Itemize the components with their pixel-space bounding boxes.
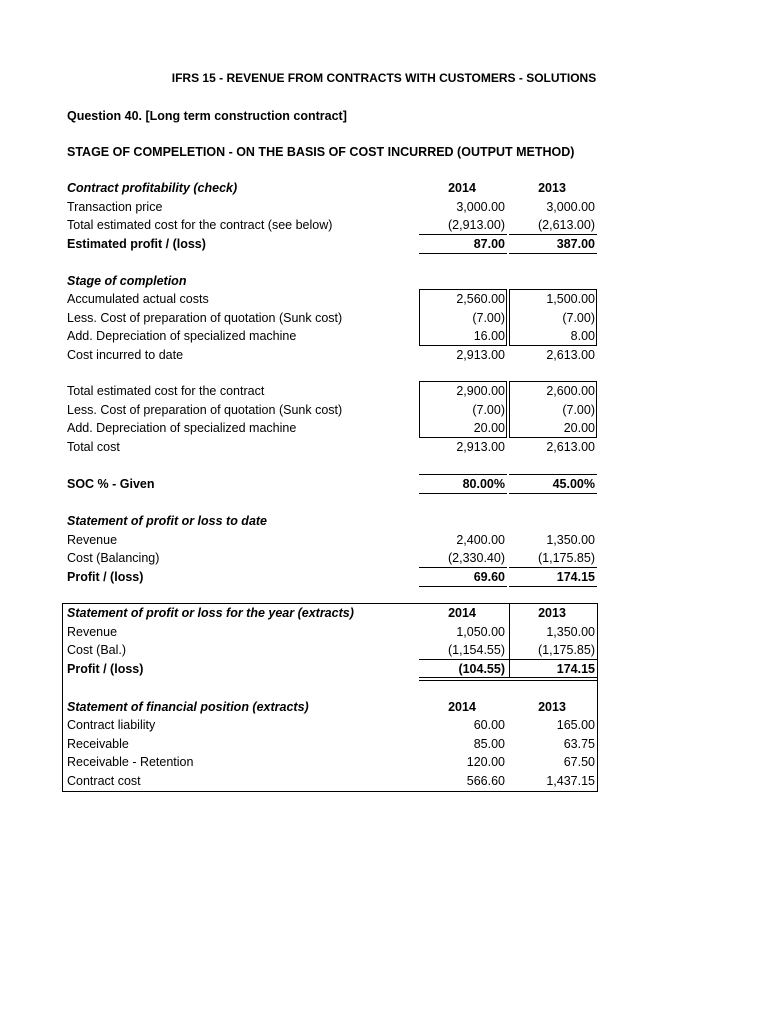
value-2013: 3,000.00 xyxy=(546,200,595,214)
value-2014: 1,050.00 xyxy=(456,625,505,639)
question-heading: Question 40. [Long term construction contract] xyxy=(67,109,347,123)
value-2013: 1,437.15 xyxy=(546,774,595,788)
value-2013: 165.00 xyxy=(556,718,595,732)
value-2013: 174.15 xyxy=(556,662,595,676)
value-2013: (1,175.85) xyxy=(538,643,595,657)
row-label: Receivable - Retention xyxy=(67,755,194,769)
value-2014: 566.60 xyxy=(466,774,505,788)
value-2014: 60.00 xyxy=(473,718,505,732)
value-2014: 16.00 xyxy=(473,329,505,343)
divider xyxy=(509,586,597,587)
divider xyxy=(419,586,507,587)
row-label: Total cost xyxy=(67,440,120,454)
profitability-header-row xyxy=(67,179,599,197)
stage-box-2014 xyxy=(419,289,507,346)
pl-to-date-heading-row xyxy=(67,512,599,530)
stage-heading-row xyxy=(67,272,599,290)
divider xyxy=(509,234,597,235)
value-2013: (7.00) xyxy=(562,311,595,325)
table-row xyxy=(67,753,599,771)
value-2014: 2,913.00 xyxy=(456,348,505,362)
divider xyxy=(419,677,597,678)
value-2013: 20.00 xyxy=(563,421,595,435)
row-label: Profit / (loss) xyxy=(67,662,144,676)
value-2013: 67.50 xyxy=(563,755,595,769)
sofp-header-row xyxy=(67,698,599,716)
value-2013: (1,175.85) xyxy=(538,551,595,565)
value-2014: 2,400.00 xyxy=(456,533,505,547)
row-label: Add. Depreciation of specialized machine xyxy=(67,329,297,343)
value-2013: 387.00 xyxy=(556,237,595,251)
value-2014: 2,560.00 xyxy=(456,292,505,306)
divider xyxy=(509,567,597,568)
value-2014: (2,330.40) xyxy=(448,551,505,565)
table-row xyxy=(67,641,599,659)
table-row xyxy=(67,660,599,678)
document-title: IFRS 15 - REVENUE FROM CONTRACTS WITH CUSTOMERS - SOLUTIONS xyxy=(171,71,597,85)
table-row xyxy=(67,623,599,641)
row-label: Cost (Bal.) xyxy=(67,643,127,657)
row-label: Contract cost xyxy=(67,774,141,788)
value-2014: 20.00 xyxy=(473,421,505,435)
value-2013: 1,500.00 xyxy=(546,292,595,306)
row-label: Cost incurred to date xyxy=(67,348,184,362)
row-label: Revenue xyxy=(67,625,118,639)
value-2013: (7.00) xyxy=(562,403,595,417)
col-2013-label: 2013 xyxy=(538,181,566,195)
divider xyxy=(419,493,507,494)
table-row xyxy=(67,568,599,586)
value-2013: (2,613.00) xyxy=(538,218,595,232)
value-2013: 1,350.00 xyxy=(546,625,595,639)
row-label: Receivable xyxy=(67,737,129,751)
pl-year-heading: Statement of profit or loss for the year (extracts) xyxy=(67,606,354,620)
table-row xyxy=(67,735,599,753)
table-row xyxy=(67,549,599,567)
row-label: Revenue xyxy=(67,533,118,547)
stage-box-2013 xyxy=(509,289,597,346)
table-row xyxy=(67,235,599,253)
table-row xyxy=(67,531,599,549)
pl-year-header-row xyxy=(67,604,599,622)
stage-subheading: Stage of completion xyxy=(67,274,187,288)
col-2014-label: 2014 xyxy=(448,181,476,195)
value-2014: 3,000.00 xyxy=(456,200,505,214)
value-2014: 120.00 xyxy=(466,755,505,769)
value-2014: (1,154.55) xyxy=(448,643,505,657)
value-2013: 1,350.00 xyxy=(546,533,595,547)
value-2013: 8.00 xyxy=(570,329,595,343)
divider xyxy=(419,659,597,660)
table-row xyxy=(67,716,599,734)
divider xyxy=(509,253,597,254)
row-label: Transaction price xyxy=(67,200,163,214)
value-2014: (7.00) xyxy=(472,311,505,325)
value-2013: 2,613.00 xyxy=(546,440,595,454)
row-label: Add. Depreciation of specialized machine xyxy=(67,421,297,435)
table-row xyxy=(67,346,599,364)
stage-heading: STAGE OF COMPELETION - ON THE BASIS OF COST INCURRED (OUTPUT METHOD) xyxy=(67,145,575,159)
total-cost-box-2014 xyxy=(419,381,507,438)
col-2013-label: 2013 xyxy=(538,700,566,714)
divider xyxy=(419,567,507,568)
col-2013-label: 2013 xyxy=(538,606,566,620)
total-cost-box-2013 xyxy=(509,381,597,438)
table-row xyxy=(67,438,599,456)
row-label: Less. Cost of preparation of quotation (Sunk cost) xyxy=(67,311,343,325)
value-2014: 87.00 xyxy=(473,237,505,251)
profitability-heading: Contract profitability (check) xyxy=(67,181,238,195)
row-label: Total estimated cost for the contract (see below) xyxy=(67,218,333,232)
divider xyxy=(419,253,507,254)
table-row xyxy=(67,216,599,234)
value-2014: 2,900.00 xyxy=(456,384,505,398)
value-2014: 85.00 xyxy=(473,737,505,751)
value-2014: (104.55) xyxy=(458,662,505,676)
value-2013: 2,600.00 xyxy=(546,384,595,398)
value-2014: 80.00% xyxy=(462,477,505,491)
row-label: SOC % - Given xyxy=(67,477,155,491)
row-label: Contract liability xyxy=(67,718,156,732)
row-label: Profit / (loss) xyxy=(67,570,144,584)
row-label: Total estimated cost for the contract xyxy=(67,384,265,398)
row-label: Accumulated actual costs xyxy=(67,292,209,306)
value-2014: (7.00) xyxy=(472,403,505,417)
row-label: Estimated profit / (loss) xyxy=(67,237,206,251)
value-2013: 174.15 xyxy=(556,570,595,584)
value-2013: 45.00% xyxy=(552,477,595,491)
value-2013: 63.75 xyxy=(563,737,595,751)
table-row xyxy=(67,772,599,790)
divider xyxy=(509,493,597,494)
value-2014: (2,913.00) xyxy=(448,218,505,232)
pl-to-date-heading: Statement of profit or loss to date xyxy=(67,514,268,528)
divider xyxy=(419,680,597,681)
col-2014-label: 2014 xyxy=(448,700,476,714)
value-2014: 69.60 xyxy=(473,570,505,584)
row-label: Cost (Balancing) xyxy=(67,551,160,565)
table-row xyxy=(67,198,599,216)
sofp-heading: Statement of financial position (extracts) xyxy=(67,700,309,714)
value-2014: 2,913.00 xyxy=(456,440,505,454)
row-label: Less. Cost of preparation of quotation (Sunk cost) xyxy=(67,403,343,417)
value-2013: 2,613.00 xyxy=(546,348,595,362)
col-2014-label: 2014 xyxy=(448,606,476,620)
divider xyxy=(419,234,507,235)
soc-row xyxy=(67,475,599,493)
